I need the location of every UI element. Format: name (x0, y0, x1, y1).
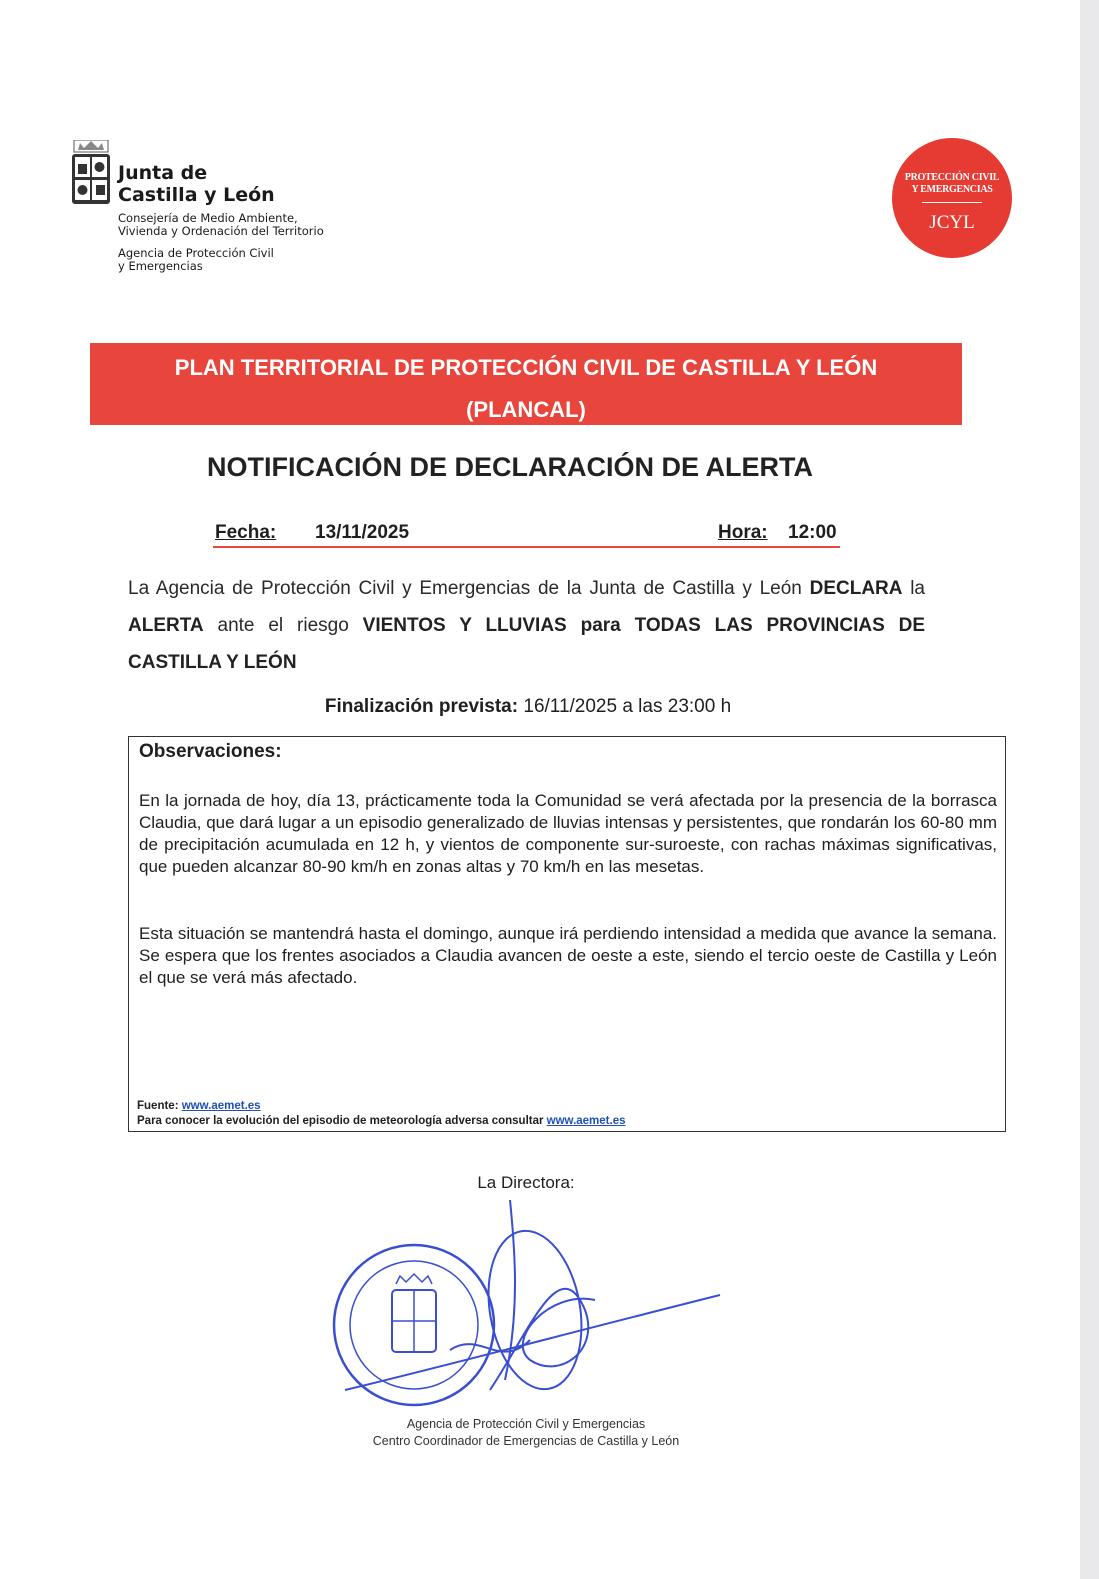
coat-of-arms-icon (70, 140, 112, 212)
footer-line2: Centro Coordinador de Emergencias de Castilla y León (372, 1434, 680, 1448)
source-label: Fuente: (137, 1100, 182, 1112)
evolution-link[interactable]: www.aemet.es (546, 1115, 626, 1127)
junta-logo (70, 140, 410, 280)
badge-text (892, 172, 1012, 196)
evolution-text: Para conocer la evolución del episodio de meteorología adversa consultar (137, 1115, 547, 1127)
page-title: NOTIFICACIÓN DE DECLARACIÓN DE ALERTA (207, 452, 813, 482)
sources (137, 1099, 626, 1129)
official-stamp-icon (334, 1245, 494, 1405)
date-time-line (213, 520, 840, 548)
org-name-line2: Castilla y León (118, 184, 275, 206)
banner-line1: PLAN TERRITORIAL DE PROTECCIÓN CIVIL DE CASTILLA Y LEÓN (174, 355, 878, 380)
declaration-declara: DECLARA (809, 578, 903, 599)
agency-line2: y Emergencias (118, 259, 203, 273)
observations-paragraph-1: En la jornada de hoy, día 13, prácticamente toda la Comunidad se verá afectada por la presencia de la borrasca Claudia, que dará lugar a un episodio generalizado de lluvias intensas y persistentes, que rondarán los 60-80 mm de precipitación acumulada en 12 h, y vientos de componente sur-suroeste, con rachas máximas significativas, que pueden alcanzar 80-90 km/h en zonas altas y 70 km/h en las mesetas. (139, 791, 997, 876)
date-value: 13/11/2025 (315, 522, 410, 543)
time-value: 12:00 (788, 522, 837, 543)
expected-end (0, 696, 1056, 718)
declaration-intro: La Agencia de Protección Civil y Emergencias de la Junta de Castilla y León (128, 578, 810, 599)
declaration-connector: la (902, 578, 925, 599)
handwritten-signature-icon (345, 1200, 720, 1397)
badge-line1: PROTECCIÓN CIVIL (904, 172, 1000, 183)
banner-line2: (PLANCAL) (466, 397, 586, 422)
expected-end-label: Finalización prevista: (324, 696, 519, 717)
plan-banner (90, 343, 962, 425)
footer (0, 1416, 1052, 1450)
page-edge (1080, 0, 1099, 1579)
signature-stamp (330, 1190, 730, 1420)
civil-protection-badge (892, 138, 1012, 258)
declaration-risk-intro: ante el riesgo (203, 615, 363, 636)
department-line1: Consejería de Medio Ambiente, (118, 211, 298, 225)
time-label: Hora: (718, 522, 768, 543)
badge-line2: Y EMERGENCIAS (911, 184, 993, 195)
agency (118, 247, 274, 273)
observations-heading: Observaciones: (139, 741, 282, 762)
org-name (118, 162, 275, 206)
department-line2: Vivienda y Ordenación del Territorio (118, 224, 324, 238)
declaration-alerta: ALERTA (128, 615, 204, 636)
expected-end-value: 16/11/2025 a las 23:00 h (518, 696, 732, 717)
observations-paragraph-2: Esta situación se mantendrá hasta el domingo, aunque irá perdiendo intensidad a medida que avance la semana. Se espera que los frentes asociados a Claudia avancen de oeste a este, siendo el tercio oeste de Castilla y León el que se verá más afectado. (139, 924, 997, 987)
date-label: Fecha: (215, 522, 277, 543)
source-link[interactable]: www.aemet.es (181, 1100, 261, 1112)
evolution-line (137, 1114, 626, 1129)
declaration-text (128, 570, 925, 681)
footer-line1: Agencia de Protección Civil y Emergencias (406, 1417, 646, 1431)
declaration-risk: VIENTOS Y LLUVIAS para TODAS LAS PROVINCIAS DE CASTILLA Y LEÓN (128, 615, 926, 673)
department (118, 212, 324, 238)
org-name-line1: Junta de (118, 162, 208, 184)
source-line (137, 1099, 626, 1114)
signature-label: La Directora: (477, 1173, 575, 1192)
agency-line1: Agencia de Protección Civil (118, 246, 274, 260)
badge-divider (922, 202, 982, 203)
observations-box (128, 736, 1006, 1132)
badge-jcyl: JCYL (929, 212, 975, 233)
